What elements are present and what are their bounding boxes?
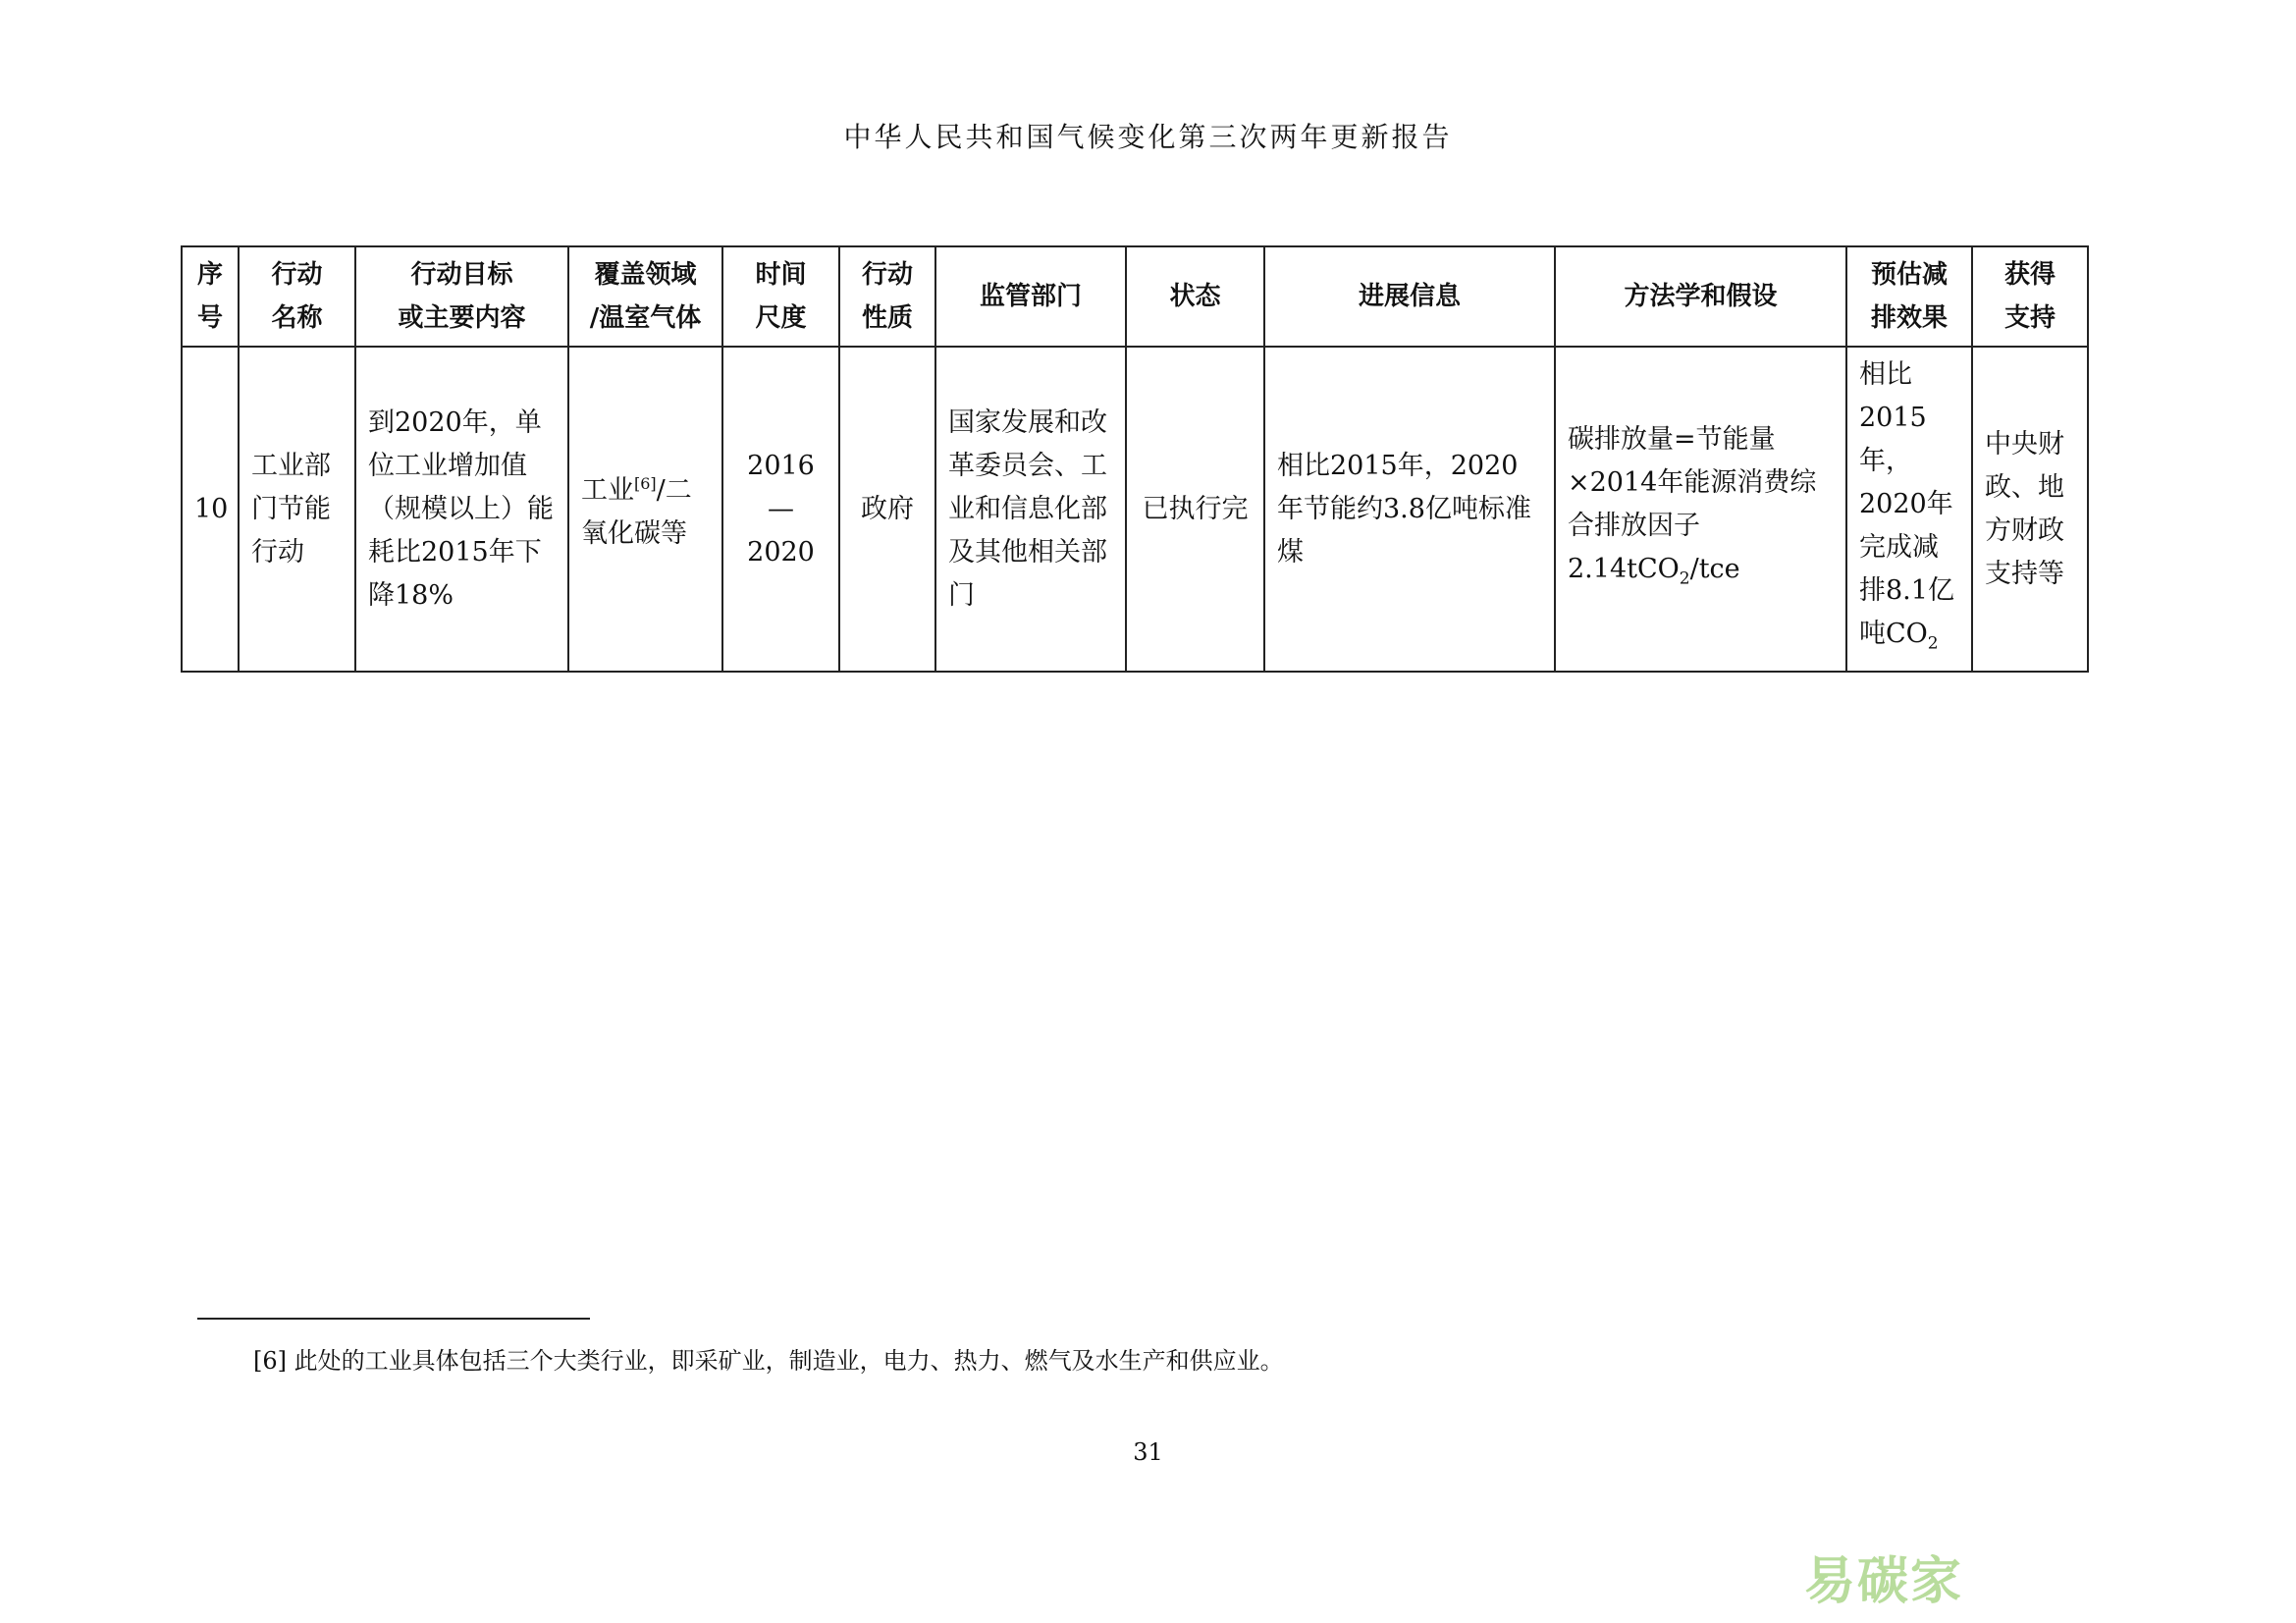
- col-header-department: 监管部门: [935, 246, 1126, 347]
- cell-support: 中央财政、地方财政支持等: [1972, 347, 2088, 672]
- col-header-goal: 行动目标 或主要内容: [355, 246, 568, 347]
- cell-methodology: 碳排放量=节能量×2014年能源消费综合排放因子2.14tCO$_2$/tce: [1555, 347, 1846, 672]
- cell-progress: 相比2015年，2020年节能约3.8亿吨标准煤: [1264, 347, 1555, 672]
- footnote: [6] 此处的工业具体包括三个大类行业，即采矿业，制造业，电力、热力、燃气及水生产和供应业。: [253, 1347, 1284, 1375]
- col-header-time-scale: 时间 尺度: [722, 246, 839, 347]
- cell-index: 10: [182, 347, 239, 672]
- cell-coverage: 工业[6]/二氧化碳等: [568, 347, 722, 672]
- footnote-divider: [197, 1318, 590, 1320]
- col-header-methodology: 方法学和假设: [1555, 246, 1846, 347]
- cell-nature: 政府: [839, 347, 935, 672]
- col-header-status: 状态: [1126, 246, 1264, 347]
- table-row: [182, 347, 2088, 672]
- col-header-nature: 行动 性质: [839, 246, 935, 347]
- col-header-coverage: 覆盖领域 /温室气体: [568, 246, 722, 347]
- cell-goal: 到2020年，单位工业增加值（规模以上）能耗比2015年下降18%: [355, 347, 568, 672]
- table-header-row: [182, 246, 2088, 347]
- col-header-progress: 进展信息: [1264, 246, 1555, 347]
- cell-department: 国家发展和改革委员会、工业和信息化部及其他相关部门: [935, 347, 1126, 672]
- col-header-action-name: 行动 名称: [239, 246, 355, 347]
- cell-expected-effect: 相比2015年，2020年完成减排8.1亿吨$CO_2$: [1846, 347, 1972, 672]
- mitigation-actions-table: [181, 245, 2089, 673]
- col-header-expected-effect: 预估减 排效果: [1846, 246, 1972, 347]
- watermark-logo: 易碳家: [1804, 1552, 1964, 1611]
- cell-status: 已执行完: [1126, 347, 1264, 672]
- page-header-title: 中华人民共和国气候变化第三次两年更新报告: [843, 121, 1453, 153]
- col-header-index: 序 号: [182, 246, 239, 347]
- cell-time-scale: 2016 — 2020: [722, 347, 839, 672]
- col-header-support: 获得 支持: [1972, 246, 2088, 347]
- page-number: 31: [1133, 1438, 1163, 1466]
- cell-action-name: 工业部门节能行动: [239, 347, 355, 672]
